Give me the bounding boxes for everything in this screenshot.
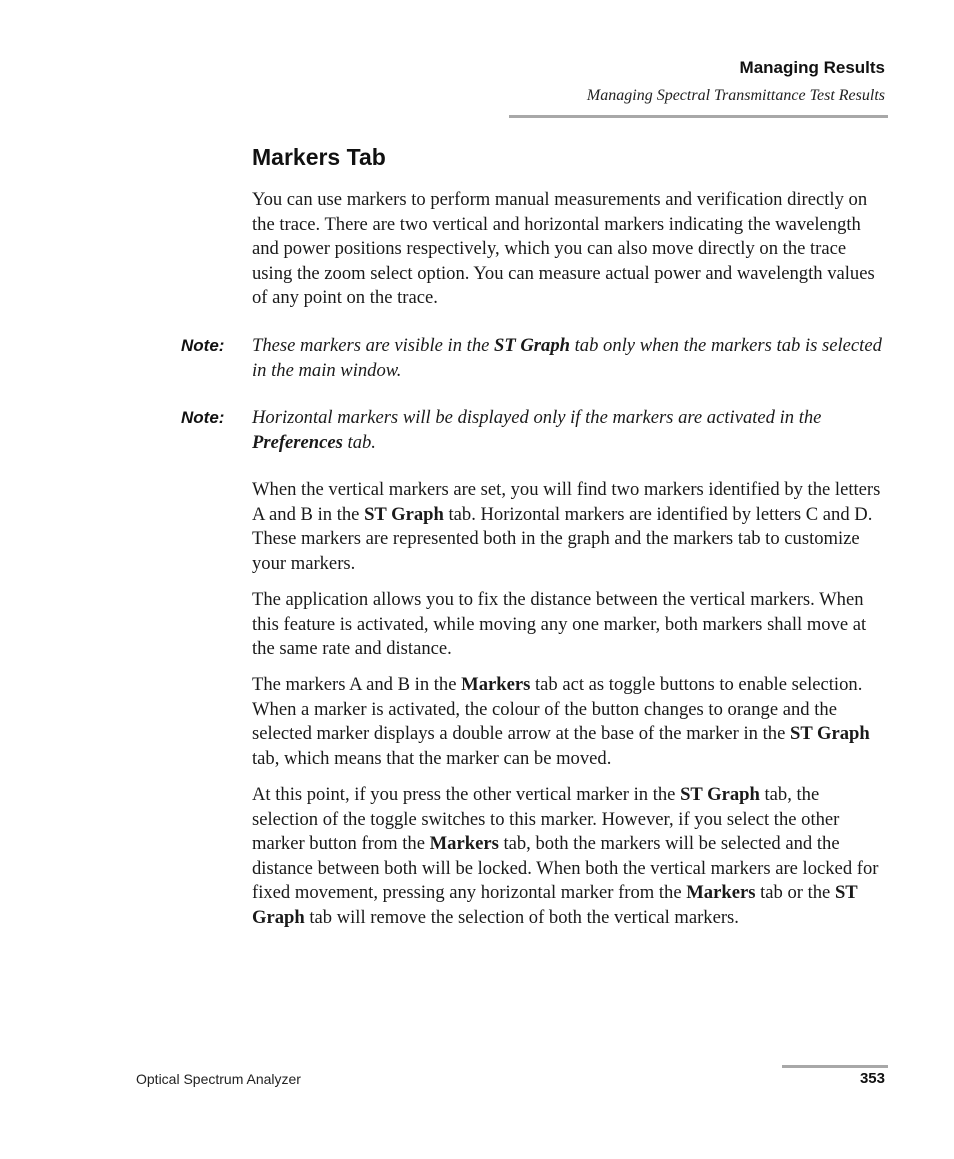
note-text-1: These markers are visible in the ST Graph tab only when the markers tab is selected in the main window. [252,335,882,381]
footer-product-name: Optical Spectrum Analyzer [136,1071,301,1087]
paragraph-markers-identified: When the vertical markers are set, you will find two markers identified by the letters A and B in the ST Graph tab. Horizontal markers are identified by letters C and D. These markers are represented both in the graph and the markers tab to customize your markers. [252,479,881,574]
paragraph-toggle-buttons: The markers A and B in the Markers tab act as toggle buttons to enable selection. When a marker is activated, the colour of the button changes to orange and the selected marker displays a double arrow at the base of the marker in the ST Graph tab, which means that the marker can be moved. [252,674,870,769]
paragraph-fixed-distance: The application allows you to fix the distance between the vertical markers. When this feature is activated, while moving any one marker, both markers shall move at the same rate and distance. [252,589,867,660]
paragraph-toggle-selection: At this point, if you press the other vertical marker in the ST Graph tab, the selection of the toggle switches to this marker. However, if you select the other marker button from the Markers tab, both the markers will be selected and the distance between both will be locked. When both the vertical markers are locked for fixed movement, pressing any horizontal marker from the Markers tab or the ST Graph tab will remove the selection of both the vertical markers. [252,784,879,928]
header-rule [509,115,888,118]
section-heading: Markers Tab [252,144,386,170]
footer-rule [782,1065,888,1068]
page-number: 353 [859,1070,885,1087]
note-text-2: Horizontal markers will be displayed only if the markers are activated in the Preferences tab. [252,407,822,453]
paragraph-intro: You can use markers to perform manual measurements and verification directly on the trace. There are two vertical and horizontal markers indicating the wavelength and power positions respectively, which you can also move directly on the trace using the zoom select option. You can measure actual power and wavelength values of any point on the trace. [252,189,875,309]
running-header-chapter: Managing Results [739,58,885,77]
note-label-2: Note: [181,408,225,427]
running-header-section: Managing Spectral Transmittance Test Results [586,87,885,104]
note-label-1: Note: [181,336,225,355]
